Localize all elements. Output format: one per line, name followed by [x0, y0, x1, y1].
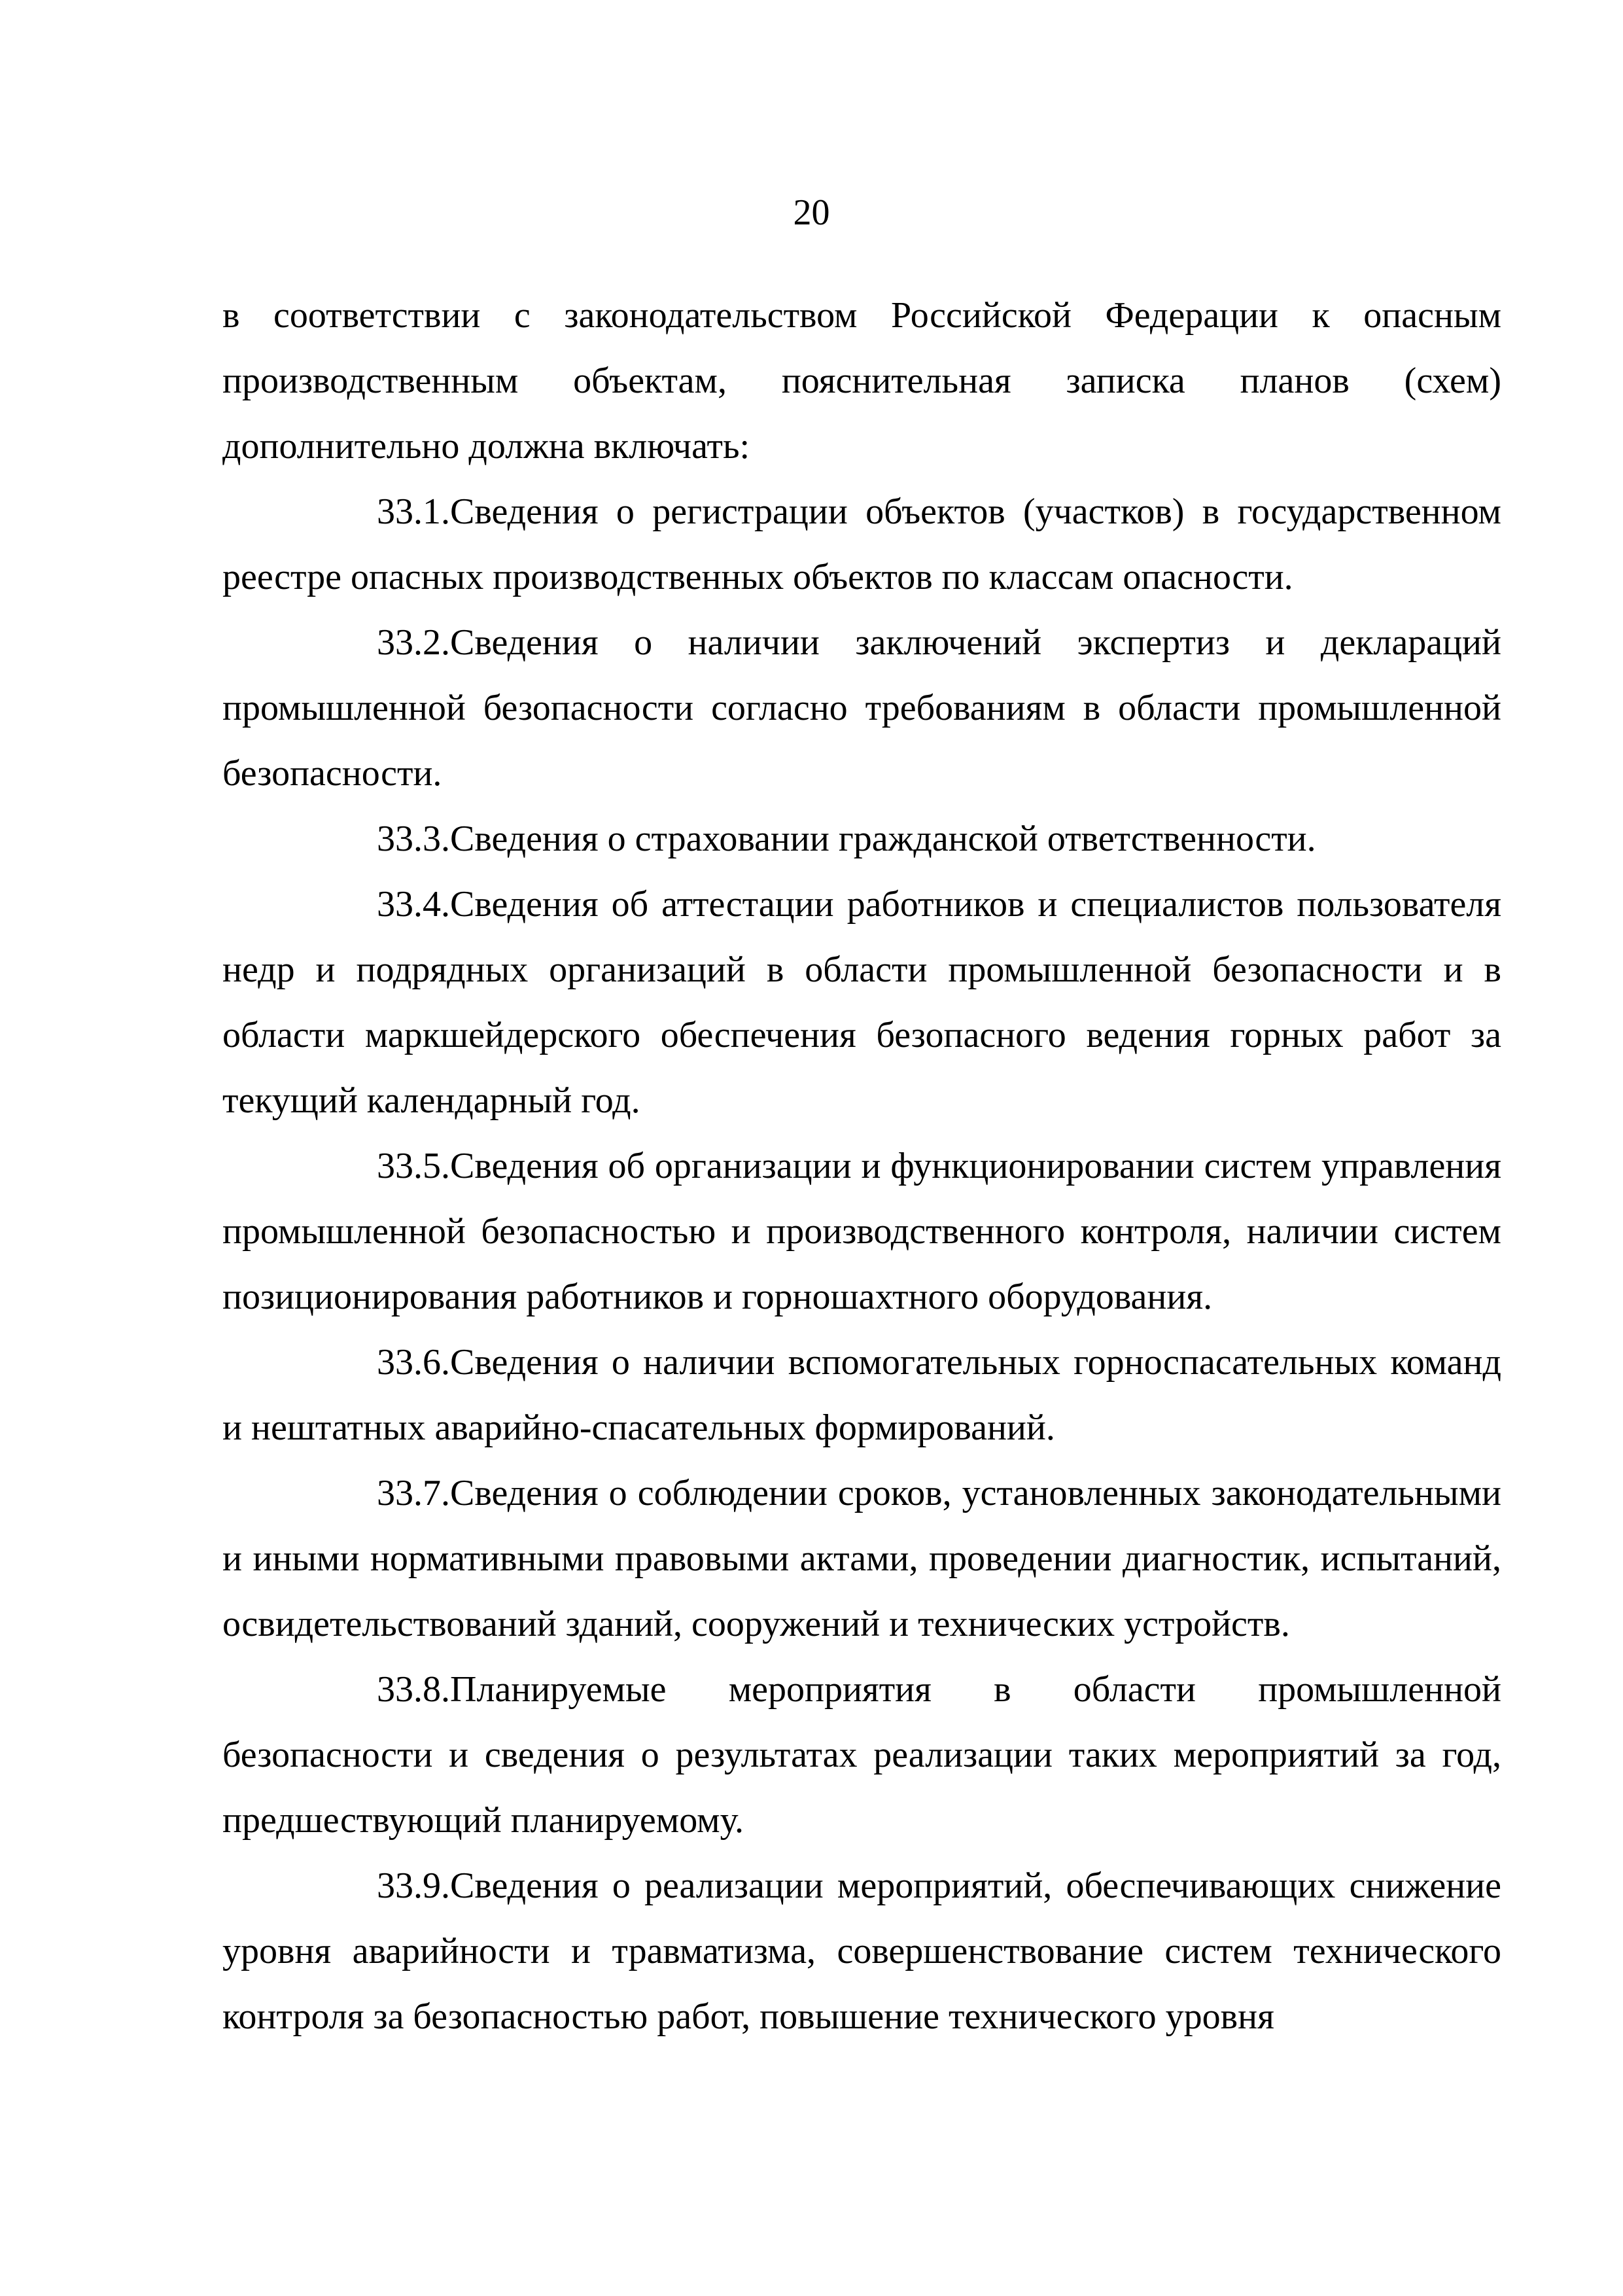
item-text: Сведения о реализации мероприятий, обеспечивающих снижение уровня аварийности и травматизма, совершенствование систем технического контроля за безопасностью работ, повышение технического уровня — [222, 1865, 1501, 2037]
item-text: Сведения об организации и функционировании систем управления промышленной безопасностью и производственного контроля, наличии систем позиционирования работников и горношахтного оборудования. — [222, 1146, 1501, 1317]
list-item — [222, 872, 1501, 1133]
list-item — [222, 1330, 1501, 1460]
item-number: 33.2. — [377, 622, 450, 663]
list-item — [222, 479, 1501, 610]
list-item — [222, 1133, 1501, 1330]
item-text: Сведения об аттестации работников и специалистов пользователя недр и подрядных организаций в области промышленной безопасности и в области маркшейдерского обеспечения безопасного ведения горных работ за текущий календарный год. — [222, 884, 1501, 1121]
item-number: 33.9. — [377, 1865, 450, 1906]
item-number: 33.7. — [377, 1473, 450, 1513]
list-item — [222, 806, 1501, 872]
item-number: 33.1. — [377, 491, 450, 532]
item-number: 33.5. — [377, 1146, 450, 1186]
list-item — [222, 1853, 1501, 2049]
item-text: Сведения о наличии вспомогательных горноспасательных команд и нештатных аварийно-спасательных формирований. — [222, 1342, 1501, 1448]
item-number: 33.6. — [377, 1342, 450, 1383]
item-number: 33.4. — [377, 884, 450, 925]
intro-paragraph: в соответствии с законодательством Российской Федерации к опасным производственным объектам, пояснительная записка планов (схем) дополнительно должна включать: — [222, 295, 1501, 467]
item-number: 33.3. — [377, 819, 450, 859]
item-number: 33.8. — [377, 1669, 450, 1710]
item-text: Планируемые мероприятия в области промышленной безопасности и сведения о результатах реализации таких мероприятий за год, предшествующий планируемому. — [222, 1669, 1501, 1841]
document-body — [222, 283, 1501, 2049]
list-item — [222, 1460, 1501, 1657]
list-item — [222, 1657, 1501, 1853]
item-text: Сведения о наличии заключений экспертиз и деклараций промышленной безопасности согласно требованиям в области промышленной безопасности. — [222, 622, 1501, 794]
page-number: 20 — [793, 192, 830, 233]
item-text: Сведения о страховании гражданской ответственности. — [450, 819, 1316, 859]
item-text: Сведения о соблюдении сроков, установленных законодательными и иными нормативными правовыми актами, проведении диагностик, испытаний, освидетельствований зданий, сооружений и технических устройств. — [222, 1473, 1501, 1644]
item-text: Сведения о регистрации объектов (участков) в государственном реестре опасных производственных объектов по классам опасности. — [222, 491, 1501, 597]
list-item — [222, 610, 1501, 806]
